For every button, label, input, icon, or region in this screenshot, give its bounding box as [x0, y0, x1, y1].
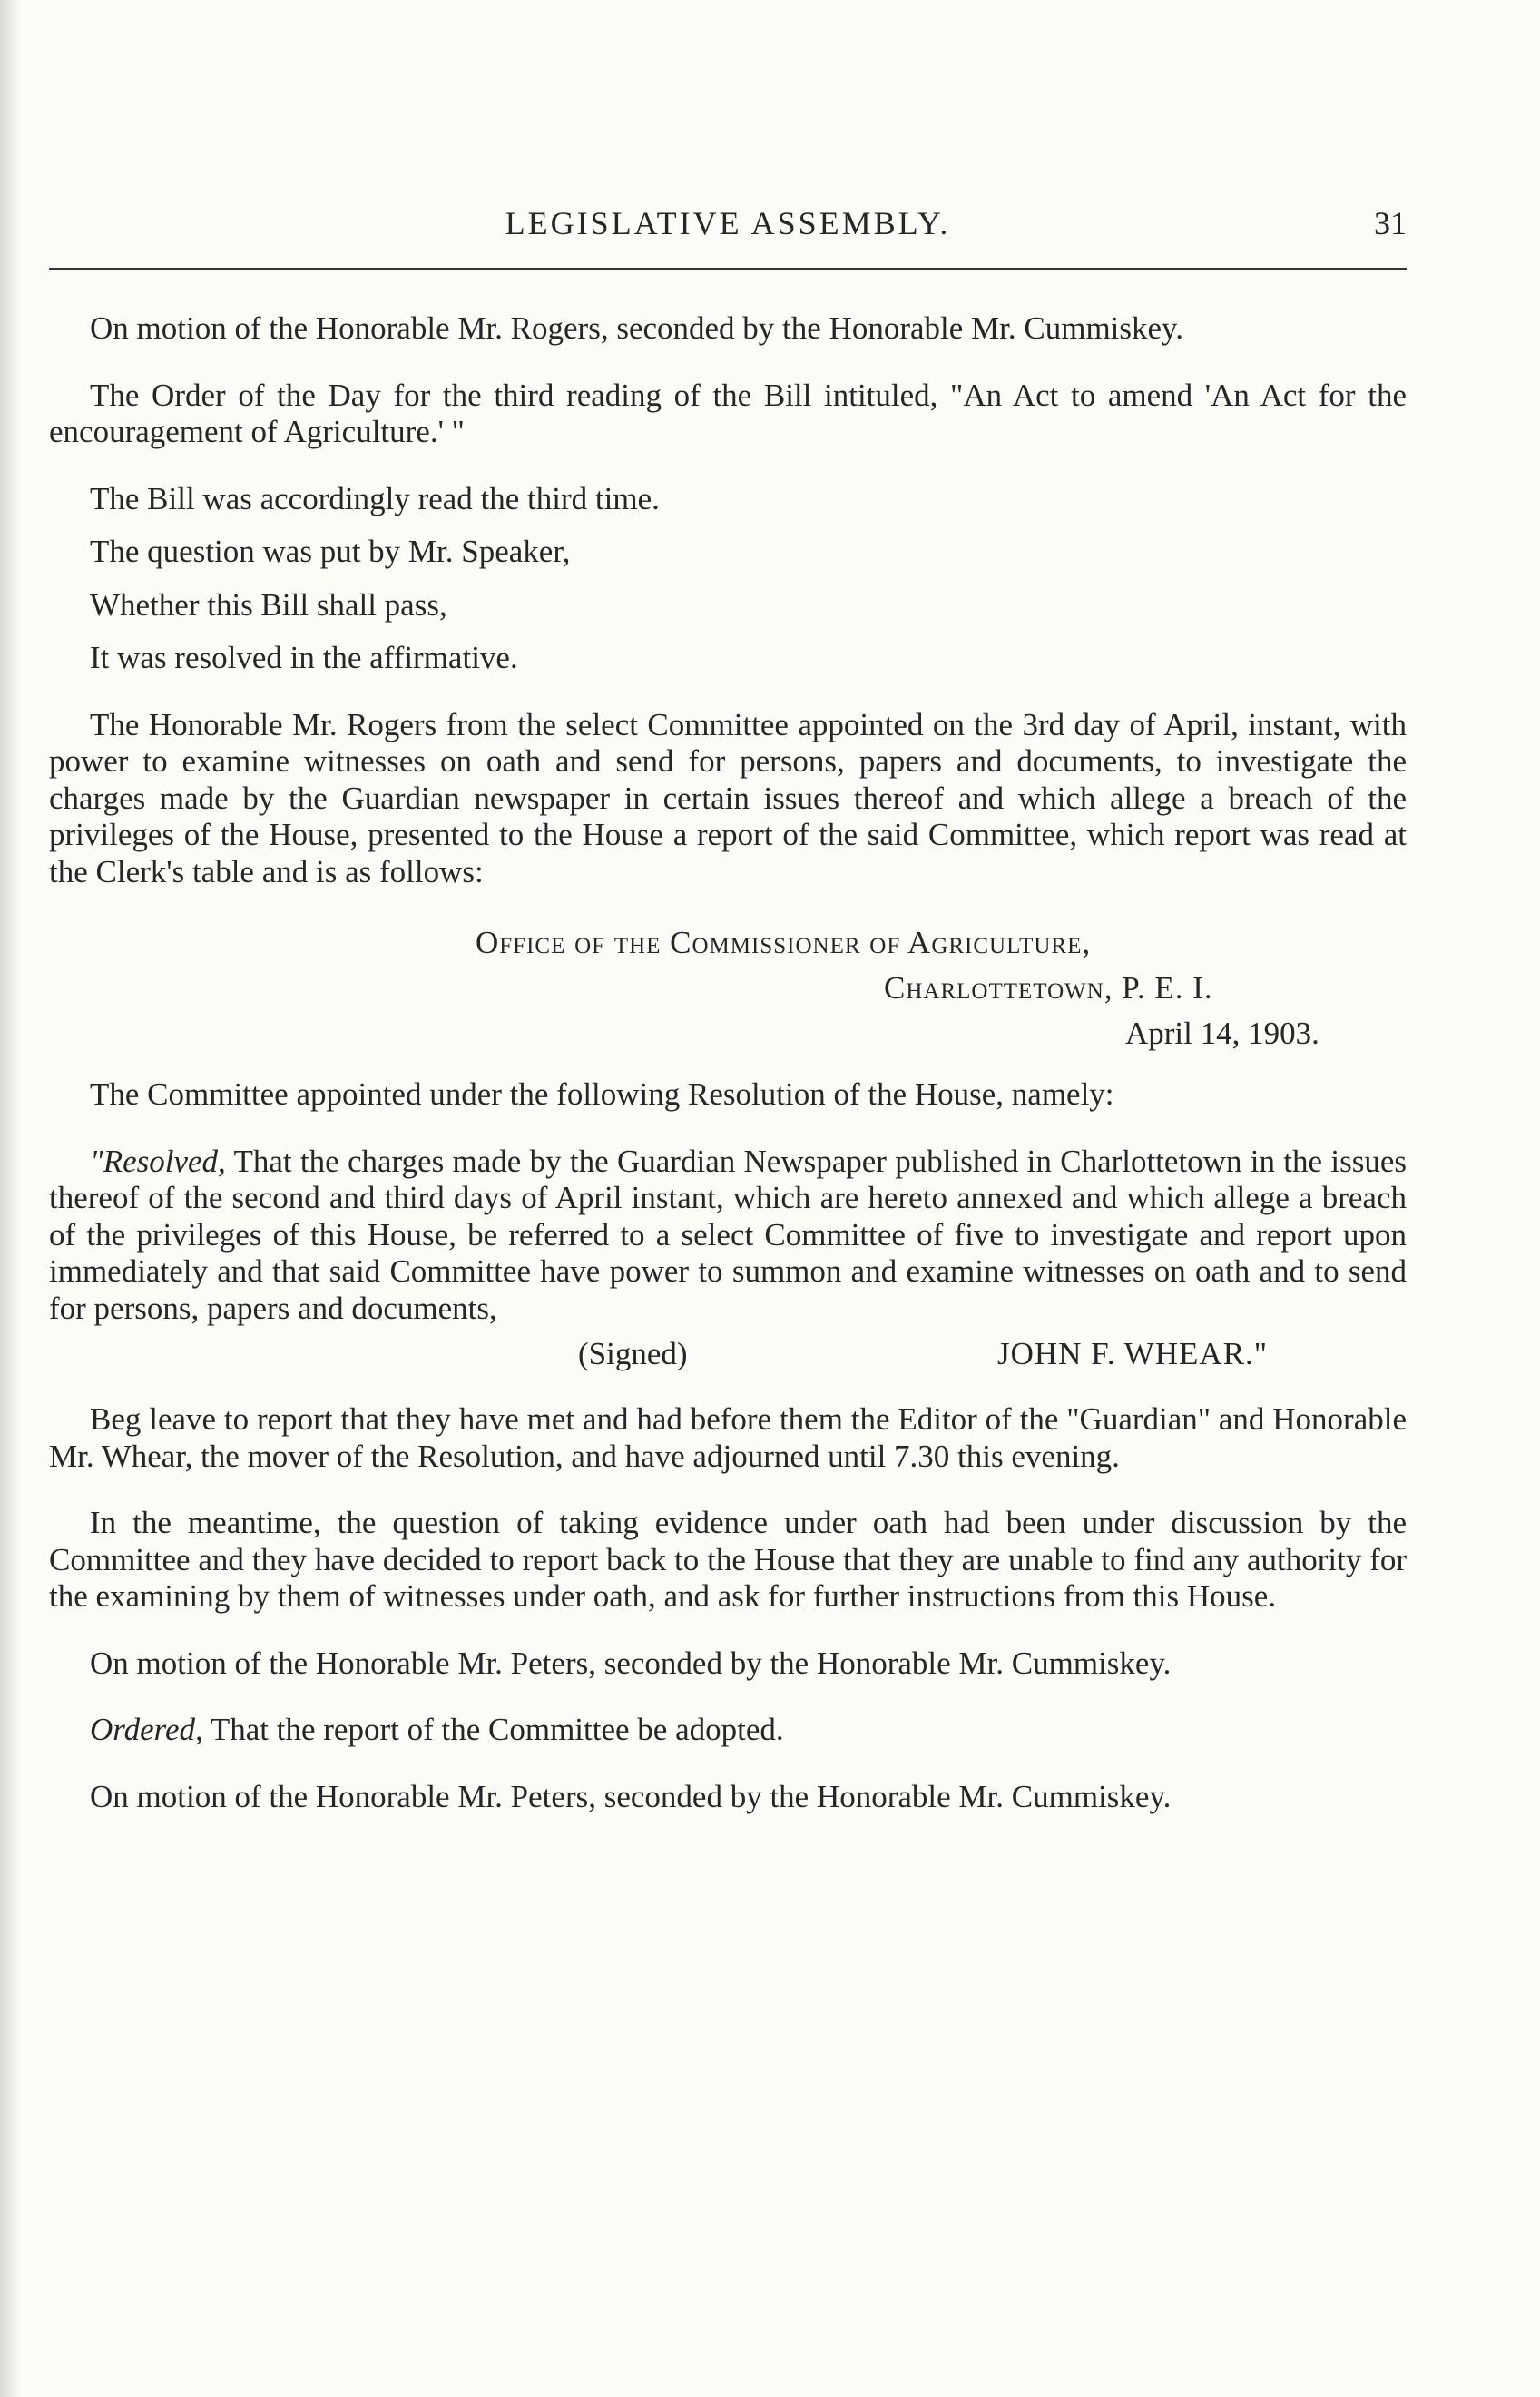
- paragraph-committee-appointed: The Committee appointed under the following Resolution of the House, namely:: [90, 1076, 1114, 1112]
- address-office: Office of the Commissioner of Agriculture,: [476, 925, 1092, 960]
- paragraph-question-put: The question was put by Mr. Speaker,: [90, 534, 571, 569]
- paragraph-motion-peters-2: On motion of the Honorable Mr. Peters, seconded by the Honorable Mr. Cummiskey.: [90, 1778, 1172, 1814]
- paragraph-beg-leave: Beg leave to report that they have met and had before them the Editor of the "Guardian" and Honorable Mr. Whear, the mover of the Resolution, and have adjourned until 7.30 this evening.: [49, 1401, 1407, 1474]
- page-number: 31: [1374, 205, 1407, 241]
- paragraph-whether-pass: Whether this Bill shall pass,: [90, 586, 447, 623]
- resolution-text: That the charges made by the Guardian Newspaper published in Charlottetown in the issues thereof of the second and third days of April instant, which are hereto annexed and which allege a breach of the privileges of this House, be referred to a select Committee of five to investigate and report upon immediately and that said Committee have power to summon and examine witnesses on oath and to send for persons, papers and documents,: [49, 1143, 1407, 1326]
- signature-line: [49, 1336, 1407, 1376]
- page-header: [49, 198, 1407, 249]
- paragraph-meantime: In the meantime, the question of taking evidence under oath had been under discussion by the Committee and they have decided to report back to the House that they are unable to find any authority for the examining by them of witnesses under oath, and ask for further instructions from this House.: [49, 1505, 1407, 1614]
- resolved-word: "Resolved,: [90, 1143, 226, 1179]
- paragraph-motion-peters: On motion of the Honorable Mr. Peters, seconded by the Honorable Mr. Cummiskey.: [90, 1645, 1172, 1681]
- ordered-word: Ordered,: [90, 1712, 203, 1747]
- header-rule: [49, 268, 1407, 270]
- running-title: LEGISLATIVE ASSEMBLY.: [505, 205, 951, 241]
- address-city: Charlottetown, P. E. I.: [884, 970, 1213, 1006]
- body-text: [49, 310, 1407, 1845]
- signer-name: JOHN F. WHEAR.": [997, 1336, 1269, 1371]
- signed-label: (Signed): [578, 1336, 688, 1371]
- paragraph-resolution: [49, 1144, 1407, 1328]
- page-edge-shadow: [0, 0, 20, 2397]
- paragraph-order-of-day: The Order of the Day for the third reading of the Bill intituled, "An Act to amend 'An Act for the encouragement of Agriculture.' ": [49, 377, 1407, 449]
- paragraph-ordered: [49, 1712, 1407, 1749]
- paragraph-third-reading: The Bill was accordingly read the third time.: [90, 480, 660, 516]
- paragraph-motion-rogers: On motion of the Honorable Mr. Rogers, seconded by the Honorable Mr. Cummiskey.: [90, 310, 1184, 346]
- paragraph-resolved-affirmative: It was resolved in the affirmative.: [90, 640, 518, 675]
- ordered-text: That the report of the Committee be adopted.: [202, 1712, 784, 1747]
- address-date: April 14, 1903.: [1125, 1016, 1319, 1051]
- paragraph-committee-report: The Honorable Mr. Rogers from the select Committee appointed on the 3rd day of April, instant, with power to examine witnesses on oath and send for persons, papers and documents, to investigate the charges made by the Guardian newspaper in certain issues thereof and which allege a breach of the privileges of the House, presented to the House a report of the said Committee, which report was read at the Clerk's table and is as follows:: [49, 706, 1407, 889]
